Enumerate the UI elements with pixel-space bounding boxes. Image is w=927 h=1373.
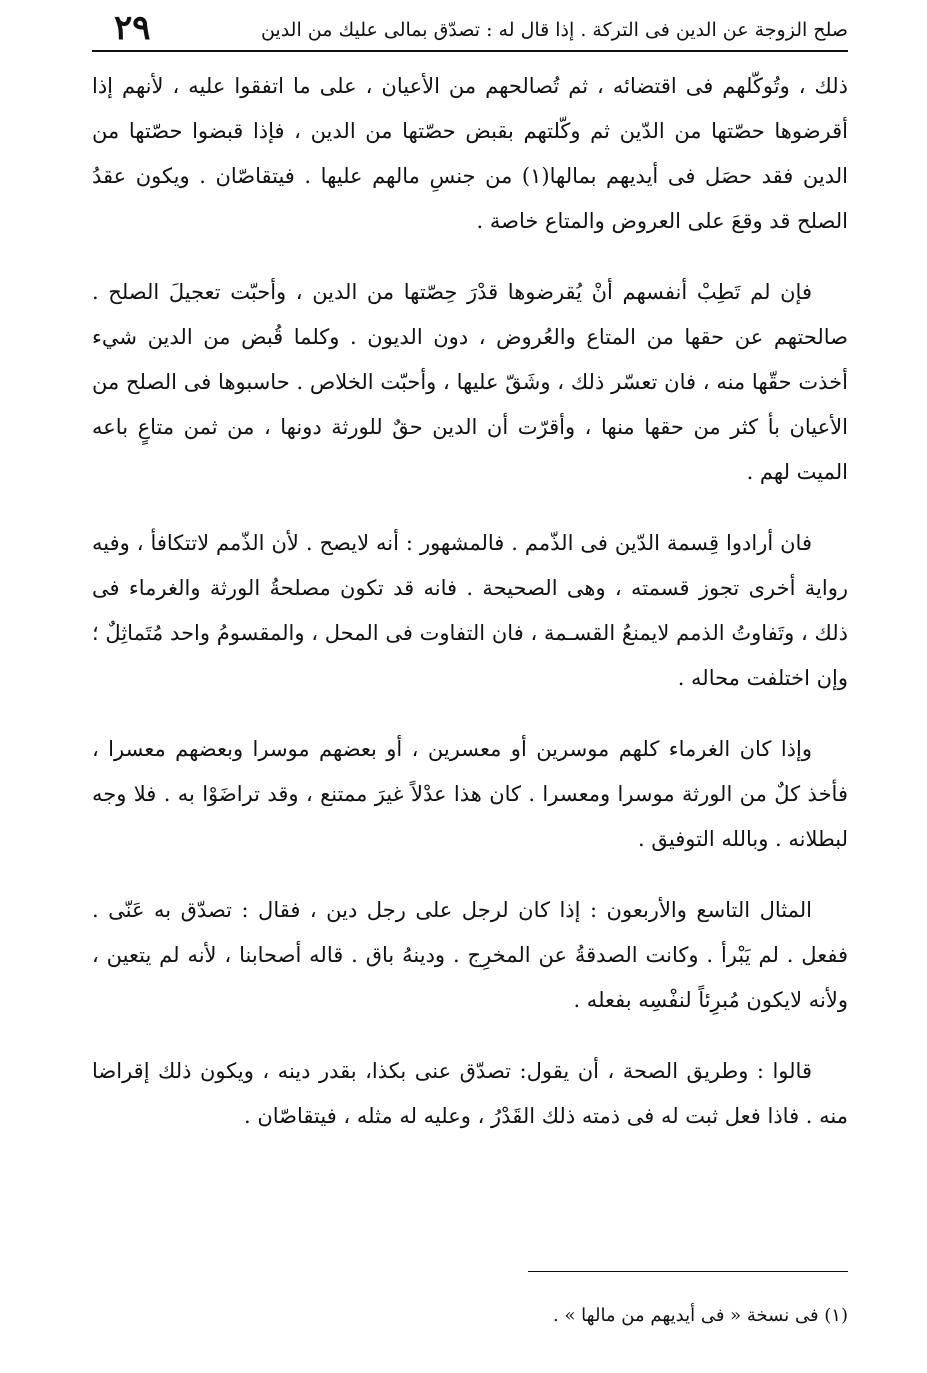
page-header bbox=[92, 2, 848, 52]
running-head: صلح الزوجة عن الدين فى التركة . إذا قال له : تصدّق بمالى عليك من الدين bbox=[260, 19, 848, 41]
footnote: (١) فى نسخة « فى أيديهم من مالها » . bbox=[553, 1305, 848, 1326]
paragraph-4: وإذا كان الغرماء كلهم موسرين أو معسرين ، أو بعضهم موسرا وبعضهم معسرا ، فأخذ كلٌ من الورثة موسرا ومعسرا . كان هذا عدْلاً غيرَ ممتنع ، وقد تراضَوْا به . فلا وجه لبطلانه . وبالله التوفيق . bbox=[92, 737, 848, 851]
paragraph-1: ذلك ، وتُوكّلهم فى اقتضائه ، ثم تُصالحهم من الأعيان ، على ما اتفقوا عليه ، لأنهم إذا أقرضوها حصّتها من الدّين ثم وكّلتهم بقبض حصّتها من الدين ، فإذا قبضوا حصّتها من الدين فقد حصَل فى أيديهم بمالها(١) من جنسِ مالهم عليها . فيتقاصّان . ويكون عقدُ الصلح قد وقعَ على العروض والمتاع خاصة . bbox=[92, 74, 849, 233]
body-text bbox=[92, 64, 848, 1165]
paragraph-6: قالوا : وطريق الصحة ، أن يقول: تصدّق عنى بكذا، بقدر دينه ، ويكون ذلك إقراضا منه . فاذا فعل ثبت له فى ذمته ذلك القَدْرُ ، وعليه له مثله ، فيتقاصّان . bbox=[92, 1059, 848, 1128]
paragraph-5: المثال التاسع والأربعون : إذا كان لرجل على رجل دين ، فقال : تصدّق به عَنّى . ففعل . لم يَبْرأ . وكانت الصدقةُ عن المخرِج . ودينهُ باق . قاله أصحابنا ، لأنه لم يتعين ، ولأنه لايكون مُبرِئاً لنفْسِه بفعله . bbox=[92, 898, 848, 1012]
paragraph-2: فإن لم تَطِبْ أنفسهم أنْ يُقرضوها قدْرَ حِصّتها من الدين ، وأحبّت تعجيلَ الصلح . صالحتهم عن حقها من المتاع والعُروض ، دون الديون . وكلما قُبض من الدين شيء أخذت حقّها منه ، فان تعسّر ذلك ، وشَقّ عليها ، وأحبّت الخلاص . حاسبوها فى الصلح من الأعيان بأ كثر من حقها منها ، وأقرّت أن الدين حقٌ للورثة دونها ، من ثمن متاعٍ باعه الميت لهم . bbox=[92, 280, 848, 484]
footnote-divider bbox=[528, 1271, 848, 1272]
paragraph-3: فان أرادوا قِسمة الدّين فى الذّمم . فالمشهور : أنه لايصح . لأن الذّمم لاتتكافأ ، وفيه رواية أخرى تجوز قسمته ، وهى الصحيحة . فانه قد تكون مصلحةُ الورثة والغرماء فى ذلك ، وتَفاوتُ الذمم لايمنعُ القسـمة ، فان التفاوت فى المحل ، والمقسومُ واحد مُتَماثِلٌ ؛ وإن اختلفت محاله . bbox=[92, 531, 848, 690]
page-number: ٢٩ bbox=[114, 8, 151, 48]
